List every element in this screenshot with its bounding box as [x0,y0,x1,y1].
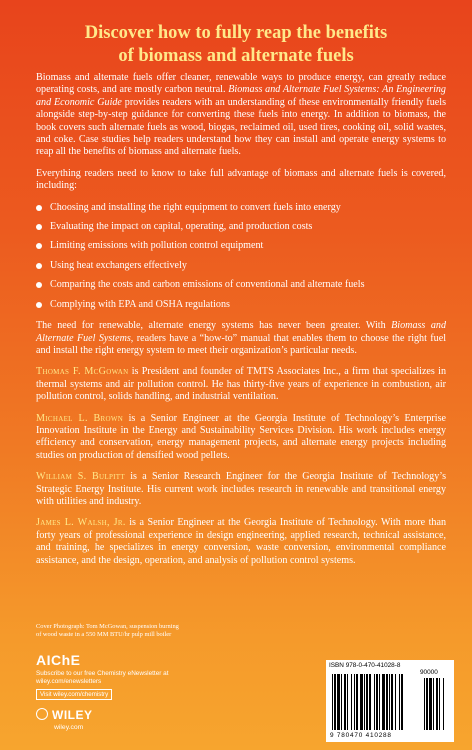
barcode-bar [401,674,403,730]
isbn-text: ISBN 978-0-470-41028-8 [329,662,401,669]
barcode-bar [376,674,378,730]
author-name: William S. Bulpitt [36,471,125,483]
author-bio: James L. Walsh, Jr. is a Senior Engineer at the Georgia Institute of Technology. With more than forty years of professional experience in design engineering, applied research, technical assistance, and training, he specializes in energy conversion, waste conversion, environmental compliance assistance, and the design, operation, and analysis of pollution control systems. [36,517,446,566]
newsletter-link[interactable]: wiley.com/enewsletters [36,678,102,685]
barcode-bar [337,674,340,730]
barcode-bar [429,678,432,730]
barcode-bar [379,674,380,730]
bullet-icon [36,243,42,249]
barcode-bar [344,674,346,730]
barcode-bar [360,674,363,730]
barcode-bar [424,678,425,730]
barcode-bar [366,674,368,730]
bullet-icon [36,263,42,269]
bullet-icon [36,282,42,288]
headline [0,22,472,68]
barcode-bar [443,678,444,730]
barcode-bar [364,674,365,730]
barcode-bar [391,674,393,730]
newsletter-note: Subscribe to our free Chemistry eNewsletter at wiley.com/enewsletters [36,670,186,686]
barcode-bar [369,674,371,730]
need-paragraph: The need for renewable, alternate energy systems has never been greater. With Biomass and Alternate Fuel Systems, readers have a “how-to” manual that enables them to choose the right fuel and install the right energy system to meet their organization’s particular needs. [36,320,447,356]
barcode-bar [395,674,396,730]
feature-item: Complying with EPA and OSHA regulations [36,299,446,311]
barcode-bar [351,674,352,730]
author-bio: Thomas F. McGowan is President and founder of TMTS Associates Inc., a firm that specializes in thermal systems and air pollution control. He has thirty-five years of experience in combustion, air pollution control, solids handling, and industrial ventilation. [36,366,446,403]
description-body [36,72,446,576]
barcode-bar [439,678,440,730]
barcode-bar [389,674,390,730]
feature-item: Using heat exchangers effectively [36,260,446,272]
isbn-barcode [326,660,454,742]
author-bio: William S. Bulpitt is a Senior Research Engineer for the Georgia Institute of Technology’s Strategic Energy Institute. His current work includes research in renewable and transitional energy with utilities and industry. [36,471,447,507]
author-name: Thomas F. McGowan [36,366,129,378]
feature-item: Choosing and installing the right equipment to convert fuels into energy [36,202,446,214]
feature-list [36,202,446,311]
intro-text-1: Biomass and alternate fuels offer cleaner, renewable ways to produce energy, can greatly reduce operating costs, and are mostly carbon neutral. [36,72,446,96]
aiche-logo: AIChE [36,652,81,668]
wiley-logo-icon [36,708,48,720]
barcode-bar [341,674,342,730]
barcode-bar [374,674,375,730]
headline-line-1: Discover how to fully reap the benefits [84,23,388,43]
barcode-bar [347,674,348,730]
author-name: James L. Walsh, Jr. [36,517,126,529]
price-code: 90000 [420,669,438,676]
headline-line-2: of biomass and alternate fuels [118,46,354,66]
barcode-bar [386,674,388,730]
barcode-bar [399,674,400,730]
barcode-bar [382,674,385,730]
need-book-title: Biomass and Alternate Fuel Systems, [36,320,447,344]
visit-link[interactable]: Visit wiley.com/chemistry [36,689,112,700]
bullet-icon [36,205,42,211]
intro-book-title: Biomass and Alternate Fuel Systems: An Engineering and Economic Guide [36,84,446,108]
coverage-intro: Everything readers need to know to take full advantage of biomass and alternate fuels is covered, including: [36,167,446,192]
intro-paragraph [36,72,446,159]
intro-text-2: provides readers with an understanding of these environmentally friendly fuels alongside step-by-step guidance for converting these fuels into energy. In addition to biomass, the book covers such alternate fuels as wood, biogas, reclaimed oil, used tires, cooking oil, solid wastes, and coke. Case studies help readers understand how they can install and operate energy systems to reap all the benefits of biomass and alternate fuels. [36,96,446,158]
barcode-bars [330,670,450,732]
barcode-bar [433,678,434,730]
author-name: Michael L. Brown [36,412,124,424]
barcode-bar [436,678,438,730]
barcode-bar [356,674,358,730]
barcode-bar [426,678,428,730]
barcode-bar [334,674,336,730]
wiley-logo: WILEY wiley.com [36,705,98,735]
author-bio: Michael L. Brown is a Senior Engineer at the Georgia Institute of Technology’s Enterprise Innovation Institute in the Energy and Sustainability Services Division. His work includes energy efficiency and conservation, energy management projects, and alternate energy projects including studies on production of densified wood pellets. [36,412,446,461]
feature-item: Evaluating the impact on capital, operating, and production costs [36,221,446,233]
feature-item: Comparing the costs and carbon emissions of conventional and alternate fuels [36,279,446,291]
barcode-bar [332,674,333,730]
barcode-number: 9 780470 410288 [330,732,392,739]
feature-item: Limiting emissions with pollution control equipment [36,240,446,252]
barcode-bar [354,674,355,730]
bullet-icon [36,302,42,308]
photo-caption: Cover Photograph: Tom McGowan, suspension burning of wood waste in a 550 MM BTU/hr pulp mill boiler [36,623,179,638]
bullet-icon [36,224,42,230]
